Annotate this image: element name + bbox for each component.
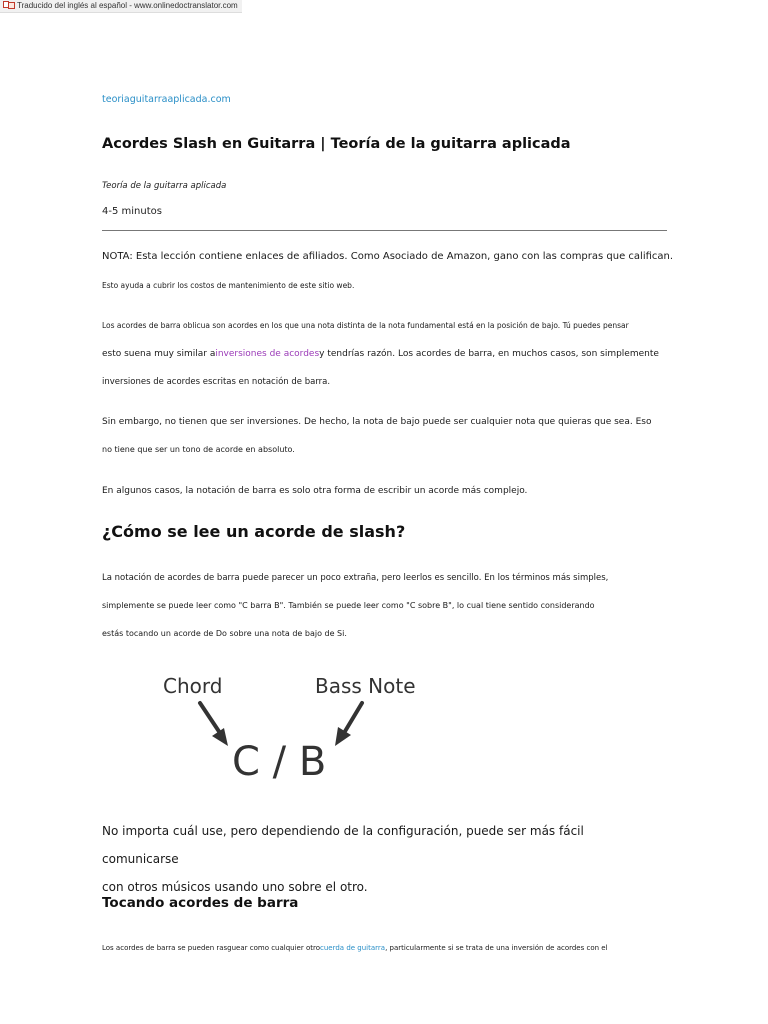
byline: Teoría de la guitarra aplicada <box>102 181 227 191</box>
paragraph-after-figure <box>102 817 662 901</box>
slash-chord-diagram <box>140 665 440 790</box>
affiliate-note: NOTA: Esta lección contiene enlaces de afiliados. Como Asociado de Amazon, gano con las compras que califican. <box>102 251 674 262</box>
intro-line-3: inversiones de acordes escritas en notación de barra. <box>102 377 331 387</box>
bass-note-label: Bass Note <box>315 674 416 698</box>
chord-inversions-link[interactable]: inversiones de acordes <box>215 349 320 359</box>
after-figure-line-2: con otros músicos usando uno sobre el otro. <box>102 880 368 894</box>
chord-label: Chord <box>163 674 223 698</box>
guitar-string-link[interactable]: cuerda de guitarra <box>320 944 386 952</box>
slash-chord-symbol: C / B <box>232 739 327 785</box>
translation-banner <box>0 0 242 13</box>
section-heading-how-to-read: ¿Cómo se lee un acorde de slash? <box>102 522 406 541</box>
paragraph-how-to-read <box>102 564 682 648</box>
affiliate-note-sub: Esto ayuda a cubrir los costos de mantenimiento de este sitio web. <box>102 281 355 290</box>
how-to-read-line-3: estás tocando un acorde de Do sobre una nota de bajo de Si. <box>102 629 347 638</box>
paragraph-playing <box>102 934 682 962</box>
intro-line-1: Los acordes de barra oblicua son acordes en los que una nota distinta de la nota fundamental está en la posición de bajo. Tú puedes pensar <box>102 321 629 330</box>
how-to-read-line-1: La notación de acordes de barra puede parecer un poco extraña, pero leerlos es sencillo. En los términos más simples, <box>102 573 609 583</box>
how-to-read-line-2: simplemente se puede leer como "C barra B". También se puede leer como "C sobre B", lo cual tiene sentido considerando <box>102 601 595 610</box>
intro-paragraph <box>102 312 682 396</box>
intro-line-2 <box>102 340 682 368</box>
header-divider <box>102 230 667 231</box>
chord-arrow-icon <box>200 703 228 746</box>
read-time: 4-5 minutos <box>102 206 162 217</box>
bass-arrow-icon <box>335 703 362 746</box>
paragraph-inversions <box>102 408 682 464</box>
playing-text-after-link: , particularmente si se trata de una inversión de acordes con el <box>385 944 608 952</box>
paragraph-inversions-line-2: no tiene que ser un tono de acorde en absoluto. <box>102 445 295 454</box>
section-heading-playing: Tocando acordes de barra <box>102 895 299 911</box>
intro-text-after-link: y tendrías razón. Los acordes de barra, en muchos casos, son simplemente <box>319 349 659 359</box>
translator-logo-icon <box>3 1 15 9</box>
after-figure-line-1: No importa cuál use, pero dependiendo de la configuración, puede ser más fácil comunicarse <box>102 824 584 866</box>
paragraph-inversions-line-1: Sin embargo, no tienen que ser inversiones. De hecho, la nota de bajo puede ser cualquier nota que quieras que sea. Eso <box>102 417 652 427</box>
playing-text-before-link: Los acordes de barra se pueden rasguear como cualquier otro <box>102 944 321 952</box>
paragraph-complex: En algunos casos, la notación de barra es solo otra forma de escribir un acorde más complejo. <box>102 486 528 496</box>
page-title: Acordes Slash en Guitarra | Teoría de la guitarra aplicada <box>102 136 571 152</box>
intro-text-before-link: esto suena muy similar a <box>102 349 216 359</box>
site-link[interactable]: teoriaguitarraaplicada.com <box>102 94 231 105</box>
banner-text: Traducido del inglés al español - www.onlinedoctranslator.com <box>17 1 238 10</box>
